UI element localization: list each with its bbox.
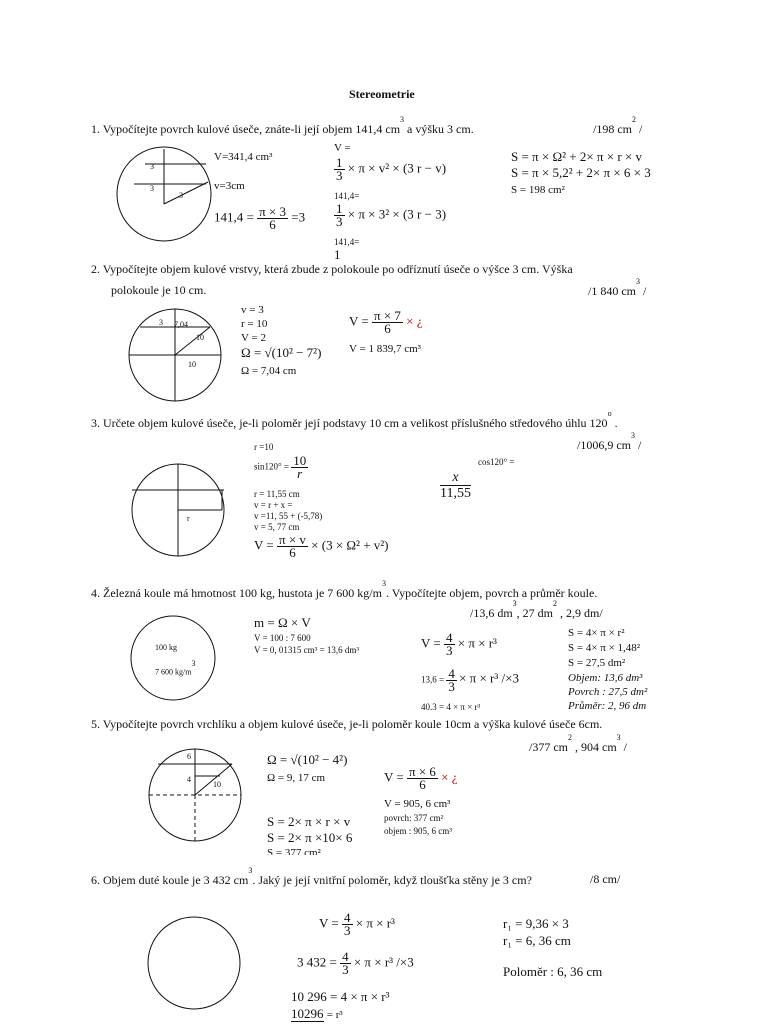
p6-volume-formula <box>319 912 395 937</box>
problem-3-question-sup: o <box>607 409 612 418</box>
p3-vf-left: V = <box>254 537 274 553</box>
p5-v-den: 6 <box>419 777 426 792</box>
p2-v-left: V = <box>349 313 369 329</box>
p2-fig-label-704: 7,04 <box>174 320 188 329</box>
p4-answer-s2: 2 <box>553 599 558 608</box>
problem-2-answer <box>588 277 647 299</box>
problem-2-question: 2. Vypočítejte objem kulové vrstvy, která zbude z polokoule po odříznutí úseče o výšce 3 cm. Výška <box>91 262 573 276</box>
p1-eq-num: π × 3 <box>259 204 286 219</box>
problem-1-answer-text: /198 cm <box>593 122 632 136</box>
problem-1-answer-end: / <box>636 122 643 136</box>
problem-2-answer-text: /1 840 cm <box>588 284 636 298</box>
p3-fig-label-r: r <box>187 514 190 523</box>
problem-5-answer <box>529 733 628 755</box>
p6-v-rest: × π × r³ <box>355 915 395 931</box>
problem-4-sphere-figure <box>129 614 217 702</box>
p5-volume-result: V = 905, 6 cm³ <box>384 798 451 810</box>
problem-3-answer-end: / <box>635 438 642 452</box>
problem-4-answer <box>470 599 603 621</box>
p4-v1: V = 100 : 7 600 <box>254 633 311 643</box>
p3-sin-num: 10 <box>293 453 307 468</box>
p6-line4 <box>291 1006 343 1022</box>
p1-eq-right: =3 <box>291 209 306 225</box>
p5-answer-mid: , 904 cm <box>572 740 617 754</box>
p6-line3: 10 296 = 4 × π × r³ <box>291 989 390 1004</box>
p6-l2-frac <box>340 951 351 976</box>
p4-vf-left: V = <box>421 635 441 651</box>
problem-1-question <box>91 115 474 137</box>
p1-eq-left: 141,4 = <box>214 209 254 225</box>
p3-r10: r =10 <box>254 442 274 452</box>
p4-s1: S = 4× π × r² <box>568 627 625 639</box>
p4-m: m = Ω × V <box>254 615 311 630</box>
p5-s1: S = 2× π × r × v <box>267 814 351 829</box>
p4-vf-frac <box>444 632 455 657</box>
p1-fig-label-a: 3 <box>150 162 154 171</box>
p1-height: v=3cm <box>214 180 245 192</box>
p4-s2: S = 4× π × 1,48² <box>568 642 641 654</box>
problem-2-answer-sup: 3 <box>636 277 640 286</box>
p6-result: Poloměr : 6, 36 cm <box>503 964 603 979</box>
p5-v-num: π × 6 <box>409 764 436 779</box>
problem-5-question: 5. Vypočítejte povrch vrchlíku a objem kulové úseče, je-li poloměr koule 10cm a výška kulové úseče 6cm. <box>91 717 603 731</box>
p4-vf-rest: × π × r³ <box>457 635 497 651</box>
p1-col-line-2: 141,4= <box>334 191 360 201</box>
p1-col-f1-den: 3 <box>336 168 343 183</box>
p1-volume: V=341,4 cm³ <box>214 151 273 163</box>
problem-1-question-tail: a výšku 3 cm. <box>404 122 474 136</box>
p3-cos-frac <box>440 470 471 501</box>
problem-6-question-text: 6. Objem duté koule je 3 432 cm <box>91 873 249 887</box>
p3-vrx: v = r + x = <box>254 500 293 510</box>
p5-surface-result: povrch: 377 cm² <box>384 813 444 823</box>
p2-l3: V = 2 <box>241 332 266 344</box>
p6-l2-num: 4 <box>342 949 349 964</box>
p5-o1: Ω = √(10² − 4²) <box>267 752 348 767</box>
problem-2-question-line2: polokoule je 10 cm. <box>111 283 207 297</box>
p6-r1: r₁ = 9,36 × 3 <box>503 916 569 931</box>
p1-s3: S = 198 cm² <box>511 184 565 196</box>
p4-v2: V = 0, 01315 cm³ = 13,6 dm³ <box>254 645 360 655</box>
p6-l2-left: 3 432 = <box>297 954 337 970</box>
p4-l2-rest: × π × r³ /×3 <box>459 670 519 686</box>
problem-4-question-sup: 3 <box>381 579 386 588</box>
p3-volume-formula <box>254 534 389 559</box>
p3-v3: v = 5, 77 cm <box>254 522 300 532</box>
problem-6-sphere-figure <box>145 914 243 1012</box>
p6-l2-rest: × π × r³ /×3 <box>353 954 414 970</box>
p6-r2: r₁ = 6, 36 cm <box>503 933 571 948</box>
problem-3-answer-text: /1006,9 cm <box>577 438 631 452</box>
p4-fig-rho: 7 600 kg/m <box>155 667 192 677</box>
p1-col-line-3: 141,4= <box>334 237 360 247</box>
problem-6-answer: /8 cm/ <box>590 872 621 886</box>
p2-l2: r = 10 <box>241 318 268 330</box>
p5-o2: Ω = 9, 17 cm <box>267 772 326 784</box>
p1-s1: S = π × Ω² + 2× π × r × v <box>511 149 642 164</box>
p6-v-den: 3 <box>344 923 351 938</box>
p4-result-surface: Povrch : 27,5 dm² <box>568 686 648 698</box>
p4-fig-rho-sup: 3 <box>191 659 196 668</box>
p4-l2-num: 4 <box>448 666 455 681</box>
p3-vf-num: π × v <box>279 532 306 547</box>
problem-3-question-end: . <box>611 416 618 430</box>
p1-col-V: V = <box>334 142 351 154</box>
p2-l4: Ω = √(10² − 7²) <box>241 345 322 360</box>
p4-answer-mid: , 27 dm <box>516 606 554 620</box>
p5-fig-label-4: 4 <box>187 775 191 784</box>
p1-col-f1-rest: × π × v² × (3 r − v) <box>347 160 447 176</box>
p1-eq-fraction <box>257 206 288 231</box>
p2-volume-result: V = 1 839,7 cm³ <box>349 343 421 355</box>
p4-l2-den: 3 <box>448 679 455 694</box>
p5-answer-a: /377 cm <box>529 740 568 754</box>
p5-fig-label-6: 6 <box>187 752 191 761</box>
problem-1-question-sup: 3 <box>400 115 405 124</box>
p6-v-frac <box>342 912 353 937</box>
p2-fig-label-10b: 10 <box>188 360 196 369</box>
p4-answer-a: /13,6 dm <box>470 606 513 620</box>
p3-vf-rest: × (3 × Ω² + v²) <box>311 537 389 553</box>
p4-l2-left: 13,6 = <box>421 674 445 685</box>
problem-3-sphere-figure <box>130 462 226 558</box>
problem-6-question-sup: 3 <box>248 866 253 875</box>
p3-sin-frac <box>291 455 308 480</box>
p5-s3: S = 377 cm² <box>267 847 321 855</box>
p6-l4-num: 10296 <box>291 1006 324 1021</box>
p6-v-num: 4 <box>344 910 351 925</box>
p5-v-left: V = <box>384 769 404 785</box>
p1-col-f1-frac <box>334 157 345 182</box>
problem-6-question-tail: . Jaký je její vnitřní poloměr, když tloušťka stěny je 3 cm? <box>252 873 532 887</box>
p3-cos-left: cos120° = <box>478 457 515 467</box>
p3-sin-den: r <box>297 466 303 481</box>
problem-1-answer-sup: 2 <box>632 115 636 124</box>
p1-col-f2-den: 3 <box>336 214 343 229</box>
p1-fig-label-b: 3 <box>150 184 154 193</box>
p2-fig-label-3: 3 <box>159 318 163 327</box>
p1-col-formula-2 <box>334 203 446 228</box>
p2-v-frac <box>372 310 403 335</box>
p4-vf-den: 3 <box>446 643 453 658</box>
p2-v-tail: × ¿ <box>406 313 423 329</box>
p4-answer-end: , 2,9 dm/ <box>557 606 603 620</box>
p5-answer-s2: 3 <box>616 733 621 742</box>
p3-vf-frac <box>277 534 308 559</box>
p4-result-volume: Objem: 13,6 dm³ <box>568 672 643 684</box>
p2-l1: v = 3 <box>241 304 264 316</box>
problem-5-sphere-figure <box>146 746 244 844</box>
p4-line2 <box>421 668 519 693</box>
p1-equation <box>214 206 305 231</box>
problem-1-sphere-figure <box>114 144 214 244</box>
p4-result-diameter: Průměr: 2, 96 dm <box>568 700 647 712</box>
p2-volume-formula <box>349 310 423 335</box>
p5-volume-formula <box>384 766 458 791</box>
p1-eq-den: 6 <box>269 217 276 232</box>
p1-col-f1-num: 1 <box>336 155 343 170</box>
p6-l4-rest: = r³ <box>326 1009 343 1021</box>
p5-fig-label-10: 10 <box>213 780 221 789</box>
problem-3-question <box>91 409 618 431</box>
p6-v-left: V = <box>319 915 339 931</box>
p2-l5: Ω = 7,04 cm <box>241 365 297 377</box>
p4-answer-s1: 3 <box>512 599 517 608</box>
problem-4-question <box>91 579 598 601</box>
page-title: Stereometrie <box>349 87 415 101</box>
p3-r1155: r = 11,55 cm <box>254 489 300 499</box>
p1-col-f2-frac <box>334 203 345 228</box>
p3-cos-den: 11,55 <box>440 486 471 501</box>
p3-sin <box>254 455 308 480</box>
p4-vf-num: 4 <box>446 630 453 645</box>
p5-v-frac <box>407 766 438 791</box>
problem-3-answer-sup: 3 <box>631 431 635 440</box>
p4-volume-formula <box>421 632 497 657</box>
p4-line3: 40.3 = 4 × π × r³ <box>421 702 481 712</box>
p4-fig-density <box>155 659 196 677</box>
p1-col-f2-num: 1 <box>336 201 343 216</box>
problem-4-question-text: 4. Železná koule má hmotnost 100 kg, hustota je 7 600 kg/m <box>91 586 382 600</box>
p4-fig-mass: 100 kg <box>155 643 177 652</box>
problem-1-answer <box>593 115 643 137</box>
p1-col-line-4: 1 <box>334 247 341 262</box>
p5-answer-s1: 2 <box>568 733 572 742</box>
problem-2-answer-end: / <box>640 284 647 298</box>
p5-volume-summary: objem : 905, 6 cm³ <box>384 826 452 836</box>
p1-col-formula-1 <box>334 157 446 182</box>
problem-6-question <box>91 866 532 888</box>
p3-cos-fraction <box>440 470 471 501</box>
p2-v-den: 6 <box>384 321 391 336</box>
p3-v2: v =11, 55 + (-5,78) <box>254 511 323 521</box>
problem-4-question-tail: . Vypočítejte objem, povrch a průměr koule. <box>385 586 598 600</box>
p5-answer-end: / <box>620 740 628 754</box>
p3-vf-den: 6 <box>289 545 296 560</box>
problem-1-question-text: 1. Vypočítejte povrch kulové úseče, znáte-li její objem 141,4 cm <box>91 122 401 136</box>
problem-3-question-text: 3. Určete objem kulové úseče, je-li poloměr její podstavy 10 cm a velikost příslušného středového úhlu 120 <box>91 416 608 430</box>
p1-col-f2-rest: × π × 3² × (3 r − 3) <box>347 206 447 222</box>
p6-l2-den: 3 <box>342 962 349 977</box>
p2-v-num: π × 7 <box>374 308 401 323</box>
p4-s3: S = 27,5 dm² <box>568 657 626 669</box>
p2-fig-label-10a: 10 <box>196 333 204 342</box>
p1-s2: S = π × 5,2² + 2× π × 6 × 3 <box>511 165 651 180</box>
p5-v-tail: × ¿ <box>441 769 458 785</box>
p4-l2-frac <box>446 668 457 693</box>
p3-cos-num: x <box>440 470 471 486</box>
p1-fig-label-c: 3 <box>179 191 183 200</box>
problem-3-answer <box>577 431 642 453</box>
p6-line2 <box>297 951 414 976</box>
p5-s2: S = 2× π ×10× 6 <box>267 830 353 845</box>
p3-sin-left: sin120° = <box>254 461 289 472</box>
